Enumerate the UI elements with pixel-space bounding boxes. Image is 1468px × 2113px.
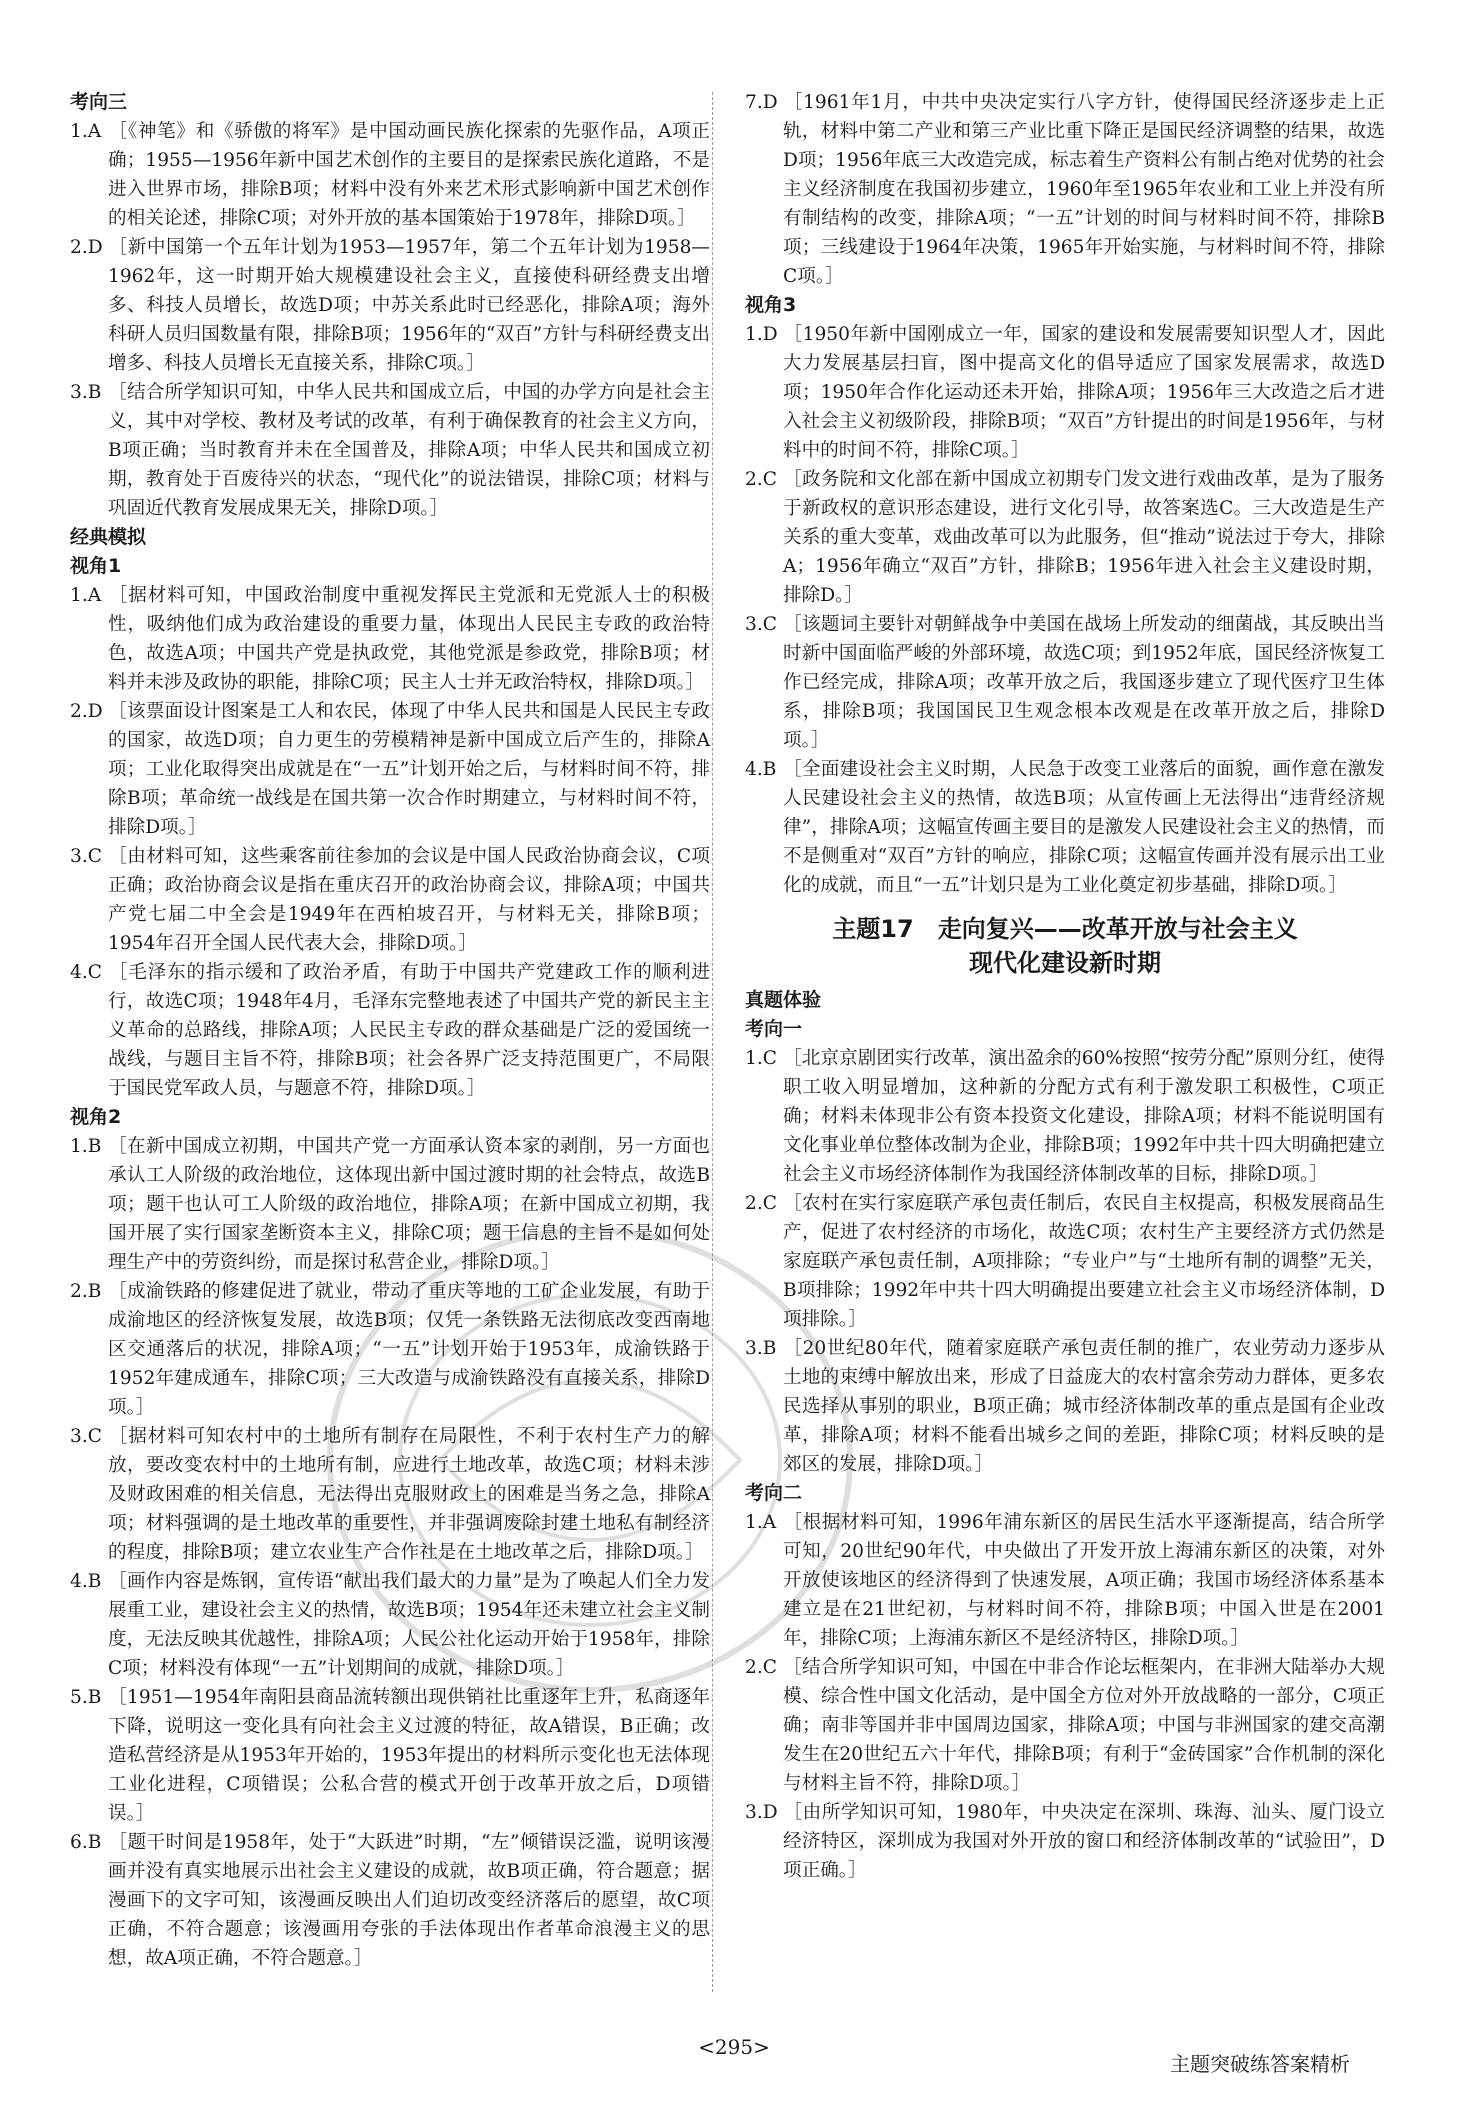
answer-explanation: ［题干时间是1958年，处于“大跃进”时期，“左”倾错误泛滥，说明该漫画并没有真实地展示出社会主义建设的成就，故B项正确，符合题意；据漫画下的文字可知，该漫画反映出人们迫切改变经济落后的愿望，故C项正确，不符合题意；该漫画用夸张的手法体现出作者革命浪漫主义的思想，故A项正确，不符合题意。］ xyxy=(108,1832,710,1969)
answer-item xyxy=(745,320,1385,465)
answer-number: 3.B xyxy=(745,1338,777,1359)
page-number: <295> xyxy=(698,2035,770,2059)
answer-explanation: ［1961年1月，中共中央决定实行八字方针，使得国民经济逐步走上正轨，材料中第二产业和第三产业比重下降正是国民经济调整的结果，故选D项；1956年底三大改造完成，标志着生产资料公有制占绝对优势的社会主义经济制度在我国初步建立，1960年至1965年农业和工业上并没有所有制结构的改变，排除A项；“一五”计划的时间与材料时间不符，排除B项；三线建设于1964年决策，1965年开始实施，与材料时间不符，排除C项。］ xyxy=(783,92,1385,287)
answer-number: 1.A xyxy=(70,121,102,142)
answer-number: 7.D xyxy=(745,92,778,113)
theme-title-line2: 现代化建设新时期 xyxy=(969,949,1161,977)
answer-explanation: ［据材料可知，中国政治制度中重视发挥民主党派和无党派人士的积极性，吸纳他们成为政治建设的重要力量，体现出人民民主专政的政治特色，故选A项；中国共产党是执政党，其他党派是参政党，排除B项；材料并未涉及政协的职能，排除C项；民主人士并无政治特权，排除D项。］ xyxy=(108,585,710,693)
answer-number: 3.B xyxy=(70,382,102,403)
footer-caption: 主题突破练答案精析 xyxy=(1170,2052,1350,2076)
answer-number: 4.B xyxy=(745,759,777,780)
answer-number: 2.C xyxy=(745,1193,777,1214)
answer-number: 3.C xyxy=(70,1426,102,1447)
answer-item xyxy=(70,233,710,378)
section-heading: 经典模拟 xyxy=(70,526,147,548)
answer-explanation: ［画作内容是炼钢，宣传语“献出我们最大的力量”是为了唤起人们全力发展重工业，建设社会主义的热情，故选B项；1954年还未建立社会主义制度，无法反映其优越性，排除A项；人民公社化运动开始于1958年，排除C项；材料没有体现“一五”计划期间的成就，排除D项。］ xyxy=(108,1571,710,1679)
subsection-heading: 视角2 xyxy=(70,1106,122,1128)
answer-explanation: ［该票面设计图案是工人和农民，体现了中华人民共和国是人民民主专政的国家，故选D项；自力更生的劳模精神是新中国成立后产生的，排除A项；工业化取得突出成就是在“一五”计划开始之后，与材料时间不符，排除B项；革命统一战线是在国共第一次合作时期建立，与材料时间不符，排除D项。］ xyxy=(108,701,710,838)
answer-item xyxy=(745,1044,1385,1189)
answer-number: 5.B xyxy=(70,1687,102,1708)
answer-explanation: ［《神笔》和《骄傲的将军》是中国动画民族化探索的先驱作品，A项正确；1955—1956年新中国艺术创作的主要目的是探索民族化道路，不是进入世界市场，排除B项；材料中没有外来艺术形式影响新中国艺术创作的相关论述，排除C项；对外开放的基本国策始于1978年，排除D项。］ xyxy=(108,121,710,229)
answer-explanation: ［全面建设社会主义时期，人民急于改变工业落后的面貌，画作意在激发人民建设社会主义的热情，故选B项；从宣传画上无法得出“违背经济规律”，排除A项；这幅宣传画主要目的是激发人民建设社会主义的热情，而不是侧重对“双百”方针的响应，排除C项；这幅宣传画并没有展示出工业化的成就，而且“一五”计划只是为工业化奠定初步基础，排除D项。］ xyxy=(783,759,1385,896)
answer-list xyxy=(70,117,710,523)
answer-number: 3.C xyxy=(745,614,777,635)
answer-number: 1.D xyxy=(745,324,778,345)
answer-number: 2.D xyxy=(70,701,103,722)
answer-item xyxy=(745,88,1385,291)
answer-explanation: ［由材料可知，这些乘客前往参加的会议是中国人民政治协商会议，C项正确；政治协商会议是指在重庆召开的政治协商会议，排除A项；中国共产党七届二中全会是1949年在西柏坡召开，与材料无关，排除B项；1954年召开全国人民代表大会，排除D项。］ xyxy=(108,846,710,954)
answer-number: 4.B xyxy=(70,1571,102,1592)
answer-number: 3.D xyxy=(745,1802,778,1823)
section-heading: 考向三 xyxy=(70,91,128,113)
answer-list xyxy=(745,320,1385,900)
answer-explanation: ［政务院和文化部在新中国成立初期专门发文进行戏曲改革，是为了服务于新政权的意识形态建设，进行文化引导，故答案选C。三大改造是生产关系的重大变革，戏曲改革可以为此服务，但“推动”说法过于夸大，排除A；1956年确立“双百”方针，排除B；1956年进入社会主义建设时期，排除D。］ xyxy=(783,469,1385,606)
answer-number: 2.C xyxy=(745,1657,777,1678)
answer-number: 2.D xyxy=(70,237,103,258)
theme-title xyxy=(745,912,1385,980)
answer-explanation: ［根据材料可知，1996年浦东新区的居民生活水平逐渐提高，结合所学可知，20世纪90年代，中央做出了开发开放上海浦东新区的决策，对外开放使该地区的经济得到了快速发展，A项正确；我国市场经济体系基本建立是在21世纪初，与材料时间不符，排除B项；中国入世是在2001年，排除C项；上海浦东新区不是经济特区，排除D项。］ xyxy=(783,1512,1385,1649)
answer-item xyxy=(745,610,1385,755)
answer-number: 1.A xyxy=(70,585,102,606)
watermark-graphic xyxy=(290,1180,890,1740)
answer-item xyxy=(745,755,1385,900)
answer-item xyxy=(70,1828,710,1973)
subsection-heading: 考向一 xyxy=(745,1018,803,1040)
answer-explanation: ［农村在实行家庭联产承包责任制后，农民自主权提高，积极发展商品生产，促进了农村经济的市场化，故选C项；农村生产主要经济方式仍然是家庭联产承包责任制，A项排除；“专业户”与“土地所有制的调整”无关，B项排除；1992年中共十四大明确提出要建立社会主义市场经济体制，D项排除。］ xyxy=(783,1193,1385,1330)
answer-explanation: ［新中国第一个五年计划为1953—1957年，第二个五年计划为1958—1962年，这一时期开始大规模建设社会主义，直接使科研经费支出增多、科技人员增长，故选D项；中苏关系此时已经恶化，排除A项；海外科研人员归国数量有限，排除B项；1956年的“双百”方针与科研经费支出增多、科技人员增长无直接关系，排除C项。］ xyxy=(108,237,710,374)
section-heading: 真题体验 xyxy=(745,989,822,1011)
answer-explanation: ［1950年新中国刚成立一年，国家的建设和发展需要知识型人才，因此大力发展基层扫盲，图中提高文化的倡导适应了国家发展需求，故选D项；1950年合作化运动还未开始，排除A项；1956年三大改造之后才进入社会主义初级阶段，排除B项；“双百”方针提出的时间是1956年，与材料中的时间不符，排除C项。］ xyxy=(783,324,1385,461)
answer-number: 2.C xyxy=(745,469,777,490)
answer-number: 3.C xyxy=(70,846,102,867)
answer-explanation: ［北京京剧团实行改革，演出盈余的60%按照“按劳分配”原则分红，使得职工收入明显增加，这种新的分配方式有利于激发职工积极性，C项正确；材料未体现非公有资本投资文化建设，排除A项；材料不能说明国有文化事业单位整体改制为企业，排除B项；1992年中共十四大明确把建立社会主义市场经济体制作为我国经济体制改革的目标，排除D项。］ xyxy=(783,1048,1385,1185)
answer-explanation: ［结合所学知识可知，中国在中非合作论坛框架内，在非洲大陆举办大规模、综合性中国文化活动，是中国全方位对外开放战略的一部分，C项正确；南非等国并非中国周边国家，排除A项；中国与非洲国家的建交高潮发生在20世纪五六十年代，排除B项；有利于“金砖国家”合作机制的深化与材料主旨不符，排除D项。］ xyxy=(783,1657,1385,1794)
answer-explanation: ［20世纪80年代，随着家庭联产承包责任制的推广，农业劳动力逐步从土地的束缚中解放出来，形成了日益庞大的农村富余劳动力群体，更多农民选择从事别的职业，B项正确；城市经济体制改革的重点是国有企业改革，排除A项；材料不能看出城乡之间的差距，排除C项；材料反映的是郊区的发展，排除D项。］ xyxy=(783,1338,1385,1475)
answer-item xyxy=(70,697,710,842)
answer-item xyxy=(745,1798,1385,1885)
answer-explanation: ［毛泽东的指示缓和了政治矛盾，有助于中国共产党建政工作的顺利进行，故选C项；1948年4月，毛泽东完整地表述了中国共产党的新民主主义革命的总路线，排除A项；人民民主专政的群众基础是广泛的爱国统一战线，与题目主旨不符，排除B项；社会各界广泛支持范围更广，不局限于国民党军政人员，与题意不符，排除D项。］ xyxy=(108,962,710,1099)
answer-explanation: ［在新中国成立初期，中国共产党一方面承认资本家的剥削，另一方面也承认工人阶级的政治地位，这体现出新中国过渡时期的社会特点，故选B项；题干也认可工人阶级的政治地位，排除A项；在新中国成立初期，我国开展了实行国家垄断资本主义，排除C项；题干信息的主旨不是如何处理生产中的劳资纠纷，而是探讨私营企业，排除D项。］ xyxy=(108,1136,710,1273)
answer-number: 1.C xyxy=(745,1048,777,1069)
answer-explanation: ［由所学知识可知，1980年，中央决定在深圳、珠海、汕头、厦门设立经济特区，深圳成为我国对外开放的窗口和经济体制改革的“试验田”，D项正确。］ xyxy=(783,1802,1385,1881)
answer-number: 2.B xyxy=(70,1281,102,1302)
answer-number: 1.A xyxy=(745,1512,777,1533)
answer-number: 6.B xyxy=(70,1832,102,1853)
subsection-heading: 视角3 xyxy=(745,294,797,316)
answer-explanation: ［该题词主要针对朝鲜战争中美国在战场上所发动的细菌战，其反映出当时新中国面临严峻的外部环境，故选C项；到1952年底，国民经济恢复工作已经完成，排除A项；改革开放之后，我国逐步建立了现代医疗卫生体系，排除B项；我国国民卫生观念根本改观是在改革开放之后，排除D项。］ xyxy=(783,614,1385,751)
answer-item xyxy=(70,958,710,1103)
answer-item xyxy=(745,465,1385,610)
answer-number: 4.C xyxy=(70,962,102,983)
answer-explanation: ［结合所学知识可知，中华人民共和国成立后，中国的办学方向是社会主义，其中对学校、教材及考试的改革，有利于确保教育的社会主义方向，B项正确；当时教育并未在全国普及，排除A项；中华人民共和国成立初期，教育处于百废待兴的状态，“现代化”的说法错误，排除C项；材料与巩固近代教育发展成果无关，排除D项。］ xyxy=(108,382,710,519)
answer-number: 1.B xyxy=(70,1136,102,1157)
answer-item xyxy=(70,842,710,958)
answer-explanation: ［1951—1954年南阳县商品流转额出现供销社比重逐年上升，私商逐年下降，说明这一变化具有向社会主义过渡的特征，故A错误，B正确；改造私营经济是从1953年开始的，1953年提出的材料所示变化也无法体现工业化进程，C项错误；公私合营的模式开创于改革开放之后，D项错误。］ xyxy=(108,1687,710,1824)
answer-item xyxy=(70,581,710,697)
answer-explanation: ［据材料可知农村中的土地所有制存在局限性，不利于农村生产力的解放，要改变农村中的土地所有制，应进行土地改革，故选C项；材料未涉及财政困难的相关信息，无法得出克服财政上的困难是当务之急，排除A项；材料强调的是土地改革的重要性，并非强调废除封建土地私有制经济的程度，排除B项；建立农业生产合作社是在土地改革之后，排除D项。］ xyxy=(108,1426,710,1563)
answer-list xyxy=(70,581,710,1103)
answer-item xyxy=(70,378,710,523)
theme-title-line1: 主题17 走向复兴——改革开放与社会主义 xyxy=(832,915,1298,943)
subsection-heading: 视角1 xyxy=(70,555,122,577)
answer-list xyxy=(745,88,1385,291)
subsection-heading: 考向二 xyxy=(745,1482,803,1504)
answer-explanation: ［成渝铁路的修建促进了就业，带动了重庆等地的工矿企业发展，有助于成渝地区的经济恢复发展，故选B项；仅凭一条铁路无法彻底改变西南地区交通落后的状况，排除A项；“一五”计划开始于1953年，成渝铁路于1952年建成通车，排除C项；三大改造与成渝铁路没有直接关系，排除D项。］ xyxy=(108,1281,710,1418)
answer-item xyxy=(70,117,710,233)
